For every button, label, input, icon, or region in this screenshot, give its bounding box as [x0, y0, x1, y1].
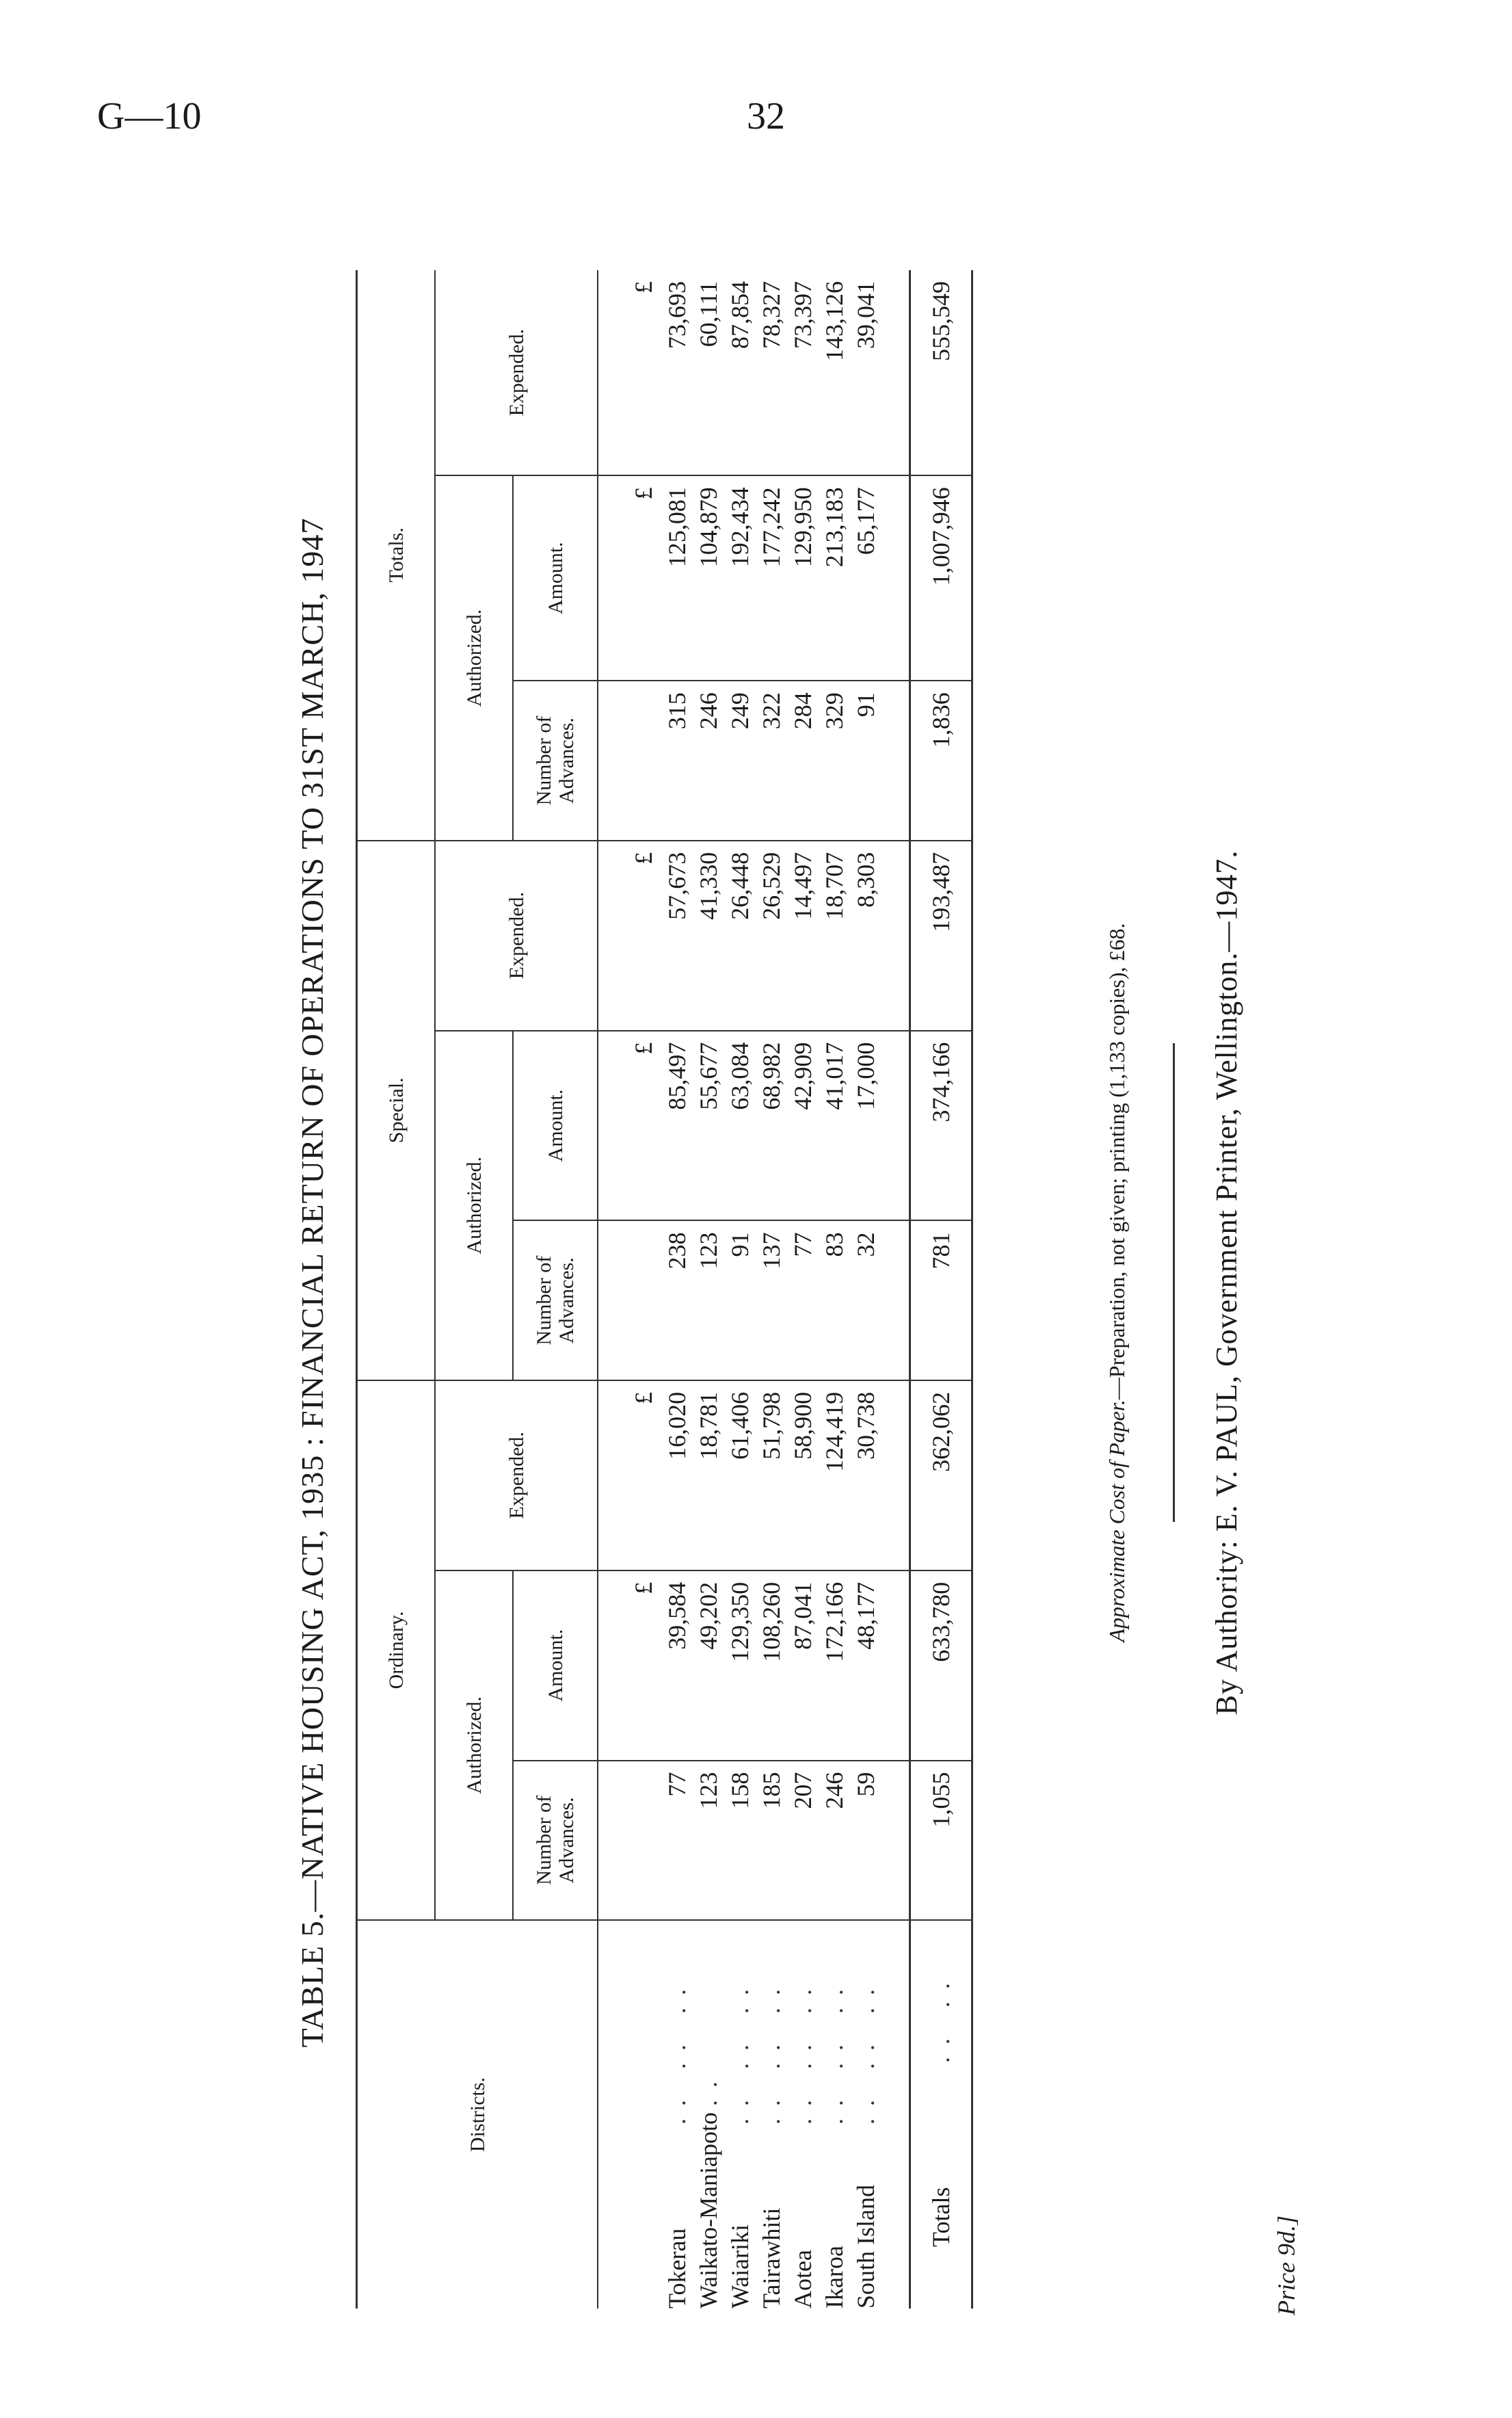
header-special-authorized: Authorized.	[435, 1031, 513, 1380]
totals-expended-total: 555,549	[910, 270, 972, 475]
price-note: Price 9d.]	[1273, 2216, 1300, 2315]
header-totals-expended: Expended.	[435, 270, 598, 475]
totals-amount-cell: 129,950	[787, 475, 819, 681]
district-name: Ikaroa	[821, 2246, 848, 2309]
totals-expended-cell: 39,041	[850, 270, 881, 475]
header-group-totals: Totals.	[357, 270, 436, 841]
special-expended-cell: 57,673	[661, 841, 693, 1031]
table-row: Tokerau .. .. .. 77 39,584 16,020 238 85,497 57,673 315 125,081 73,693	[661, 270, 693, 2309]
rotated-table-block	[274, 250, 1327, 2315]
page-number: 32	[747, 95, 785, 137]
special-amount-cell: 85,497	[661, 1031, 693, 1221]
totals-number-cell: 329	[819, 681, 850, 840]
district-name: Waikato-Maniapoto	[695, 2112, 722, 2309]
currency-mark: £	[626, 475, 661, 681]
table-row: Waiariki .. .. .. 158 129,350 61,406 91 63,084 26,448 249 192,434 87,854	[724, 270, 756, 2309]
ordinary-number-cell: 246	[819, 1761, 850, 1920]
special-number-cell: 83	[819, 1220, 850, 1380]
ordinary-expended-total: 362,062	[910, 1380, 972, 1571]
special-amount-cell: 68,982	[756, 1031, 787, 1221]
header-totals-amount: Amount.	[513, 475, 598, 681]
cost-of-paper-note	[1104, 250, 1130, 2315]
cost-text: —Preparation, not given; printing (1,133 copies), £68.	[1104, 923, 1129, 1400]
special-number-cell: 238	[661, 1220, 693, 1380]
special-amount-cell: 63,084	[724, 1031, 756, 1221]
special-number-total: 781	[910, 1220, 972, 1380]
ordinary-expended-cell: 124,419	[819, 1380, 850, 1571]
special-amount-total: 374,166	[910, 1031, 972, 1221]
ordinary-amount-cell: 129,350	[724, 1571, 756, 1761]
financial-return-table	[356, 270, 973, 2309]
special-number-cell: 32	[850, 1220, 881, 1380]
special-expended-cell: 18,707	[819, 841, 850, 1031]
header-special-amount: Amount.	[513, 1031, 598, 1221]
totals-expended-cell: 87,854	[724, 270, 756, 475]
ordinary-amount-cell: 48,177	[850, 1571, 881, 1761]
special-number-cell: 77	[787, 1220, 819, 1380]
currency-mark: £	[626, 1380, 661, 1571]
district-name: Waiariki	[726, 2224, 754, 2309]
totals-amount-total: 1,007,946	[910, 475, 972, 681]
district-name: Tokerau	[663, 2228, 691, 2309]
totals-amount-cell: 213,183	[819, 475, 850, 681]
header-special-expended: Expended.	[435, 841, 598, 1031]
cost-label: Approximate Cost of Paper.	[1104, 1399, 1129, 1642]
header-group-ordinary: Ordinary.	[357, 1380, 436, 1920]
printer-authority: By Authority: E. V. PAUL, Government Printer, Wellington.—1947.	[1210, 850, 1243, 1716]
header-ordinary-number: Number of Advances.	[513, 1761, 598, 1920]
ordinary-expended-cell: 61,406	[724, 1380, 756, 1571]
totals-expended-cell: 78,327	[756, 270, 787, 475]
ordinary-number-cell: 123	[693, 1761, 724, 1920]
currency-mark: £	[626, 841, 661, 1031]
special-amount-cell: 41,017	[819, 1031, 850, 1221]
ordinary-expended-cell: 16,020	[661, 1380, 693, 1571]
table-row: Tairawhiti .. .. .. 185 108,260 51,798 137 68,982 26,529 322 177,242 78,327	[756, 270, 787, 2309]
special-amount-cell: 55,677	[693, 1031, 724, 1221]
totals-number-cell: 246	[693, 681, 724, 840]
ordinary-number-cell: 158	[724, 1761, 756, 1920]
ordinary-expended-cell: 58,900	[787, 1380, 819, 1571]
totals-label: Totals	[927, 2187, 955, 2247]
table-title-prefix: TABLE 5.—NATIVE HOUSING ACT, 1935 :	[295, 1436, 330, 2048]
special-expended-total: 193,487	[910, 841, 972, 1031]
table-row: South Island .. .. .. 59 48,177 30,738 32 17,000 8,303 91 65,177 39,041	[850, 270, 881, 2309]
totals-amount-cell: 177,242	[756, 475, 787, 681]
table-row: Waikato-Maniapoto .. 123 49,202 18,781 123 55,677 41,330 246 104,879 60,111	[693, 270, 724, 2309]
table-title	[294, 250, 330, 2315]
ordinary-number-total: 1,055	[910, 1761, 972, 1920]
page-identifier: G—10	[97, 95, 202, 137]
header-special-number: Number of Advances.	[513, 1220, 598, 1380]
special-amount-cell: 17,000	[850, 1031, 881, 1221]
special-expended-cell: 26,529	[756, 841, 787, 1031]
currency-row	[626, 270, 661, 2309]
totals-expended-cell: 60,111	[693, 270, 724, 475]
special-number-cell: 123	[693, 1220, 724, 1380]
header-group-special: Special.	[357, 841, 436, 1380]
special-expended-cell: 41,330	[693, 841, 724, 1031]
header-districts: Districts.	[357, 1920, 598, 2309]
ordinary-amount-cell: 108,260	[756, 1571, 787, 1761]
ordinary-expended-cell: 51,798	[756, 1380, 787, 1571]
totals-amount-cell: 65,177	[850, 475, 881, 681]
totals-amount-cell: 125,081	[661, 475, 693, 681]
ordinary-amount-cell: 39,584	[661, 1571, 693, 1761]
special-expended-cell: 26,448	[724, 841, 756, 1031]
totals-expended-cell: 143,126	[819, 270, 850, 475]
ordinary-amount-cell: 172,166	[819, 1571, 850, 1761]
special-number-cell: 137	[756, 1220, 787, 1380]
currency-mark: £	[626, 1571, 661, 1761]
totals-number-cell: 315	[661, 681, 693, 840]
ordinary-amount-cell: 87,041	[787, 1571, 819, 1761]
divider	[1173, 1043, 1175, 1522]
special-expended-cell: 14,497	[787, 841, 819, 1031]
totals-row: Totals .. .. 1,055 633,780 362,062 781 374,166 193,487 1,836 1,007,946 555,549	[910, 270, 972, 2309]
district-name: Tairawhiti	[758, 2207, 785, 2309]
special-amount-cell: 42,909	[787, 1031, 819, 1221]
ordinary-expended-cell: 18,781	[693, 1380, 724, 1571]
totals-amount-cell: 104,879	[693, 475, 724, 681]
special-expended-cell: 8,303	[850, 841, 881, 1031]
table-row: Aotea .. .. .. 207 87,041 58,900 77 42,909 14,497 284 129,950 73,397	[787, 270, 819, 2309]
ordinary-number-cell: 185	[756, 1761, 787, 1920]
ordinary-number-cell: 77	[661, 1761, 693, 1920]
totals-expended-cell: 73,397	[787, 270, 819, 475]
ordinary-amount-cell: 49,202	[693, 1571, 724, 1761]
header-ordinary-expended: Expended.	[435, 1380, 598, 1571]
ordinary-number-cell: 207	[787, 1761, 819, 1920]
totals-expended-cell: 73,693	[661, 270, 693, 475]
currency-mark: £	[626, 270, 661, 475]
header-totals-authorized: Authorized.	[435, 475, 513, 841]
header-ordinary-amount: Amount.	[513, 1571, 598, 1761]
ordinary-expended-cell: 30,738	[850, 1380, 881, 1571]
header-ordinary-authorized: Authorized.	[435, 1571, 513, 1920]
totals-number-cell: 249	[724, 681, 756, 840]
totals-amount-cell: 192,434	[724, 475, 756, 681]
ordinary-number-cell: 59	[850, 1761, 881, 1920]
totals-number-cell: 284	[787, 681, 819, 840]
totals-number-total: 1,836	[910, 681, 972, 840]
ordinary-amount-total: 633,780	[910, 1571, 972, 1761]
totals-number-cell: 91	[850, 681, 881, 840]
special-number-cell: 91	[724, 1220, 756, 1380]
table-row: Ikaroa .. .. .. 246 172,166 124,419 83 41,017 18,707 329 213,183 143,126	[819, 270, 850, 2309]
table-title-suffix: FINANCIAL RETURN OF OPERATIONS TO 31ST MARCH, 1947	[295, 517, 330, 1428]
currency-mark: £	[626, 1031, 661, 1221]
district-name: Aotea	[789, 2250, 817, 2309]
header-totals-number: Number of Advances.	[513, 681, 598, 840]
totals-number-cell: 322	[756, 681, 787, 840]
district-name: South Island	[852, 2184, 879, 2309]
